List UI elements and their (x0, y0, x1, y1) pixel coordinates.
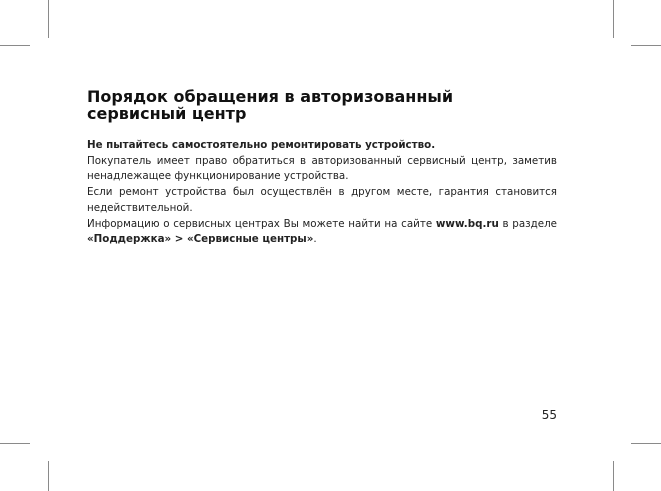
info-middle: в разделе (502, 217, 557, 230)
website-link: www.bq.ru (435, 217, 499, 230)
body-text (87, 138, 557, 248)
crop-mark (613, 461, 614, 491)
crop-mark (0, 443, 30, 444)
info-paragraph (87, 217, 557, 248)
info-prefix: Информацию о сервисных центрах Вы можете найти на сайте (87, 217, 433, 230)
crop-mark (48, 0, 49, 38)
page-title (87, 88, 567, 122)
rights-paragraph: Покупатель имеет право обратиться в авторизованный сервисный центр, заметив ненадлежащее функционирование устройства. (87, 154, 557, 183)
crop-mark (613, 0, 614, 38)
support-section-name: «Поддержка» > «Сервисные центры» (87, 233, 314, 246)
crop-mark (0, 45, 30, 46)
title-line-1: Порядок обращения в авторизованный (87, 87, 454, 106)
crop-mark (631, 45, 661, 46)
crop-mark (631, 443, 661, 444)
warranty-paragraph: Если ремонт устройства был осуществлён в другом месте, гарантия становится недействительной. (87, 186, 557, 214)
crop-mark (48, 461, 49, 491)
title-line-2: сервисный центр (87, 104, 247, 123)
info-end: . (313, 233, 317, 246)
page-number: 55 (541, 408, 557, 422)
warning-paragraph: Не пытайтесь самостоятельно ремонтировать устройство. (87, 139, 436, 151)
